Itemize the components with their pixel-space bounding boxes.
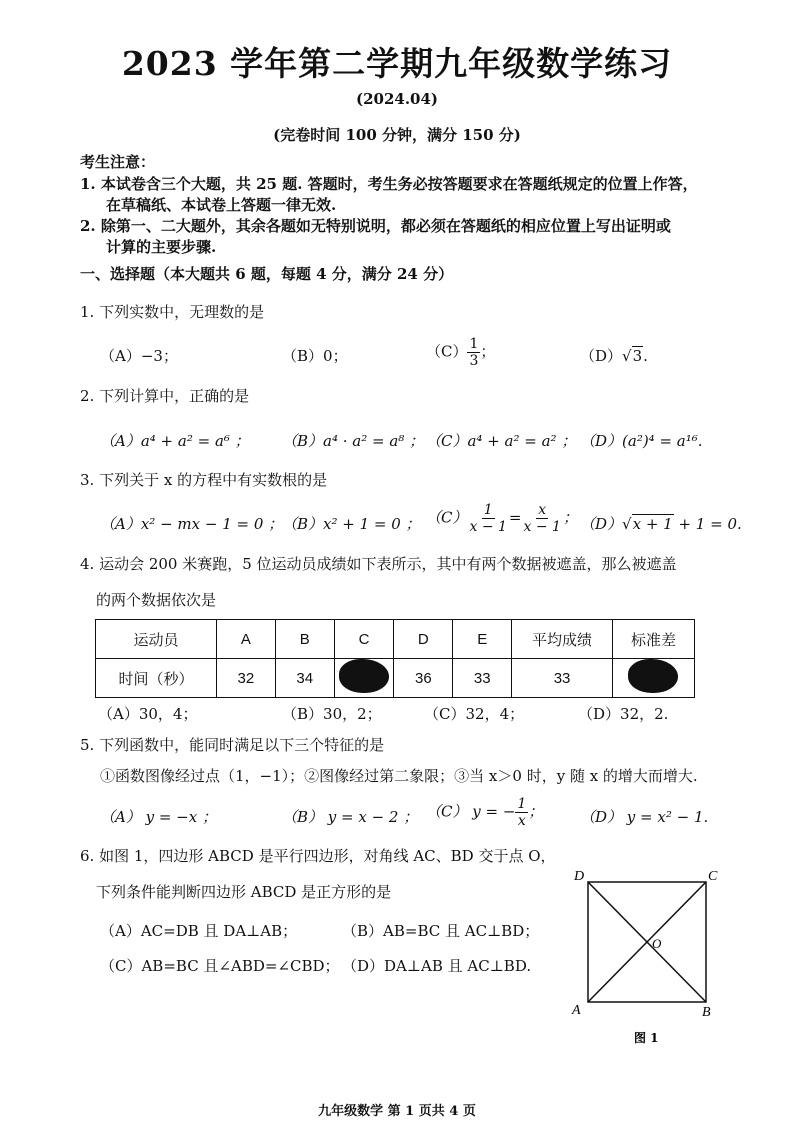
ink-blot: [341, 661, 387, 691]
figure-caption: 图 1: [634, 1031, 659, 1045]
table-cell: 36: [394, 659, 453, 698]
exam-date: (2024.04): [355, 90, 439, 108]
question-4-stem-line1: 4. 运动会 200 米赛跑，5 位运动员成绩如下表所示，其中有两个数据被遮盖，那么被遮盖: [80, 555, 677, 573]
notice-item-1: 1. 本试卷含三个大题，共 25 题. 答题时，考生务必按答题要求在答题纸规定的位置上作答，: [80, 175, 698, 193]
question-6-stem-line1: 6. 如图 1，四边形 ABCD 是平行四边形，对角线 AC、BD 交于点 O，: [80, 847, 556, 865]
figure-1-square-diagram: [566, 866, 726, 1051]
q4-option-a: （A）30，4；: [98, 705, 198, 723]
table-header-cell: D: [394, 620, 453, 659]
page-title: 2023 学年第二学期九年级数学练习: [121, 44, 673, 83]
q6-option-c: （C）AB=BC 且∠ABD=∠CBD；: [100, 957, 340, 975]
table-cell-obscured: [612, 659, 694, 698]
table-row: [96, 659, 695, 698]
ink-blot: [630, 661, 676, 691]
notice-item-1-cont: 在草稿纸、本试卷上答题一律无效.: [106, 196, 337, 214]
q3-option-d: （D）√x + 1 + 1 = 0.: [580, 515, 742, 533]
q4-option-d: （D）32，2.: [578, 705, 669, 723]
vertex-label-c: C: [708, 869, 718, 884]
table-cell: 32: [216, 659, 275, 698]
q5-option-c: （C） y = − $\frac{1}{x}$ ；: [426, 796, 544, 829]
table-row-label: 时间（秒）: [96, 659, 217, 698]
table-header-cell: E: [453, 620, 512, 659]
table-header-cell: A: [216, 620, 275, 659]
q2-option-a: （A）a⁴ + a² = a⁶ ；: [100, 432, 250, 450]
notice-item-2: 2. 除第一、二大题外，其余各题如无特别说明，都必须在答题纸的相应位置上写出证明或: [80, 217, 671, 235]
question-5-features: ①函数图像经过点（1，−1）；②图像经过第二象限；③当 x＞0 时，y 随 x 的增大而增大.: [100, 767, 698, 785]
question-4-stem-line2: 的两个数据依次是: [96, 591, 217, 609]
table-header-cell: 运动员: [96, 620, 217, 659]
q2-option-b: （B）a⁴ · a² = a⁸ ；: [282, 432, 425, 450]
q2-option-c: （C）a⁴ + a² = a² ；: [426, 432, 577, 450]
table-header-row: [96, 620, 695, 659]
question-1-stem: 1. 下列实数中，无理数的是: [80, 303, 265, 321]
table-cell: 33: [453, 659, 512, 698]
q1-option-b: （B）0；: [282, 347, 348, 365]
q3-option-c: （C） $\frac{1}{x - 1}$ = $\frac{x}{x - 1}$ ；: [426, 502, 578, 535]
question-6-stem-line2: 下列条件能判断四边形 ABCD 是正方形的是: [96, 883, 392, 901]
table-header-cell: C: [334, 620, 394, 659]
q4-option-c: （C）32，4；: [424, 705, 525, 723]
q6-option-d: （D）DA⊥AB 且 AC⊥BD.: [342, 957, 532, 975]
q3-option-a: （A）x² − mx − 1 = 0 ；: [100, 515, 284, 533]
q1-option-c: （C） $\frac{1}{3}$ ；: [426, 336, 496, 369]
table-cell: 34: [275, 659, 334, 698]
table-header-cell: 平均成绩: [512, 620, 613, 659]
notice-item-2-cont: 计算的主要步骤.: [106, 238, 217, 256]
q5-option-d: （D） y = x² − 1.: [580, 808, 709, 826]
exam-time-info: (完卷时间 100 分钟，满分 150 分): [273, 126, 521, 144]
vertex-label-a: A: [572, 1003, 581, 1018]
table-header-cell: 标准差: [612, 620, 694, 659]
table-header-cell: B: [275, 620, 334, 659]
q6-option-b: （B）AB=BC 且 AC⊥BD；: [342, 922, 540, 940]
vertex-label-b: B: [702, 1005, 711, 1020]
q6-option-a: （A）AC=DB 且 DA⊥AB；: [100, 922, 298, 940]
notice-heading: 考生注意：: [80, 153, 156, 171]
q4-data-table: [95, 619, 695, 698]
center-label-o: O: [652, 936, 662, 951]
vertex-label-d: D: [574, 869, 585, 884]
question-2-stem: 2. 下列计算中，正确的是: [80, 387, 250, 405]
page-footer: 九年级数学 第 1 页共 4 页: [318, 1104, 476, 1119]
section-heading: 一、选择题（本大题共 6 题，每题 4 分，满分 24 分）: [80, 265, 454, 283]
q3-option-b: （B）x² + 1 = 0 ；: [282, 515, 421, 533]
table-cell: 33: [512, 659, 613, 698]
q1-option-a: （A）−3；: [100, 347, 178, 365]
table-cell-obscured: [334, 659, 394, 698]
question-3-stem: 3. 下列关于 x 的方程中有实数根的是: [80, 471, 328, 489]
q4-option-b: （B）30，2；: [282, 705, 382, 723]
question-5-stem: 5. 下列函数中，能同时满足以下三个特征的是: [80, 736, 385, 754]
q2-option-d: （D）(a²)⁴ = a¹⁶.: [580, 432, 703, 450]
q1-option-d: （D）√3.: [580, 347, 648, 365]
q5-option-b: （B） y = x − 2 ；: [282, 808, 419, 826]
q5-option-a: （A） y = −x ；: [100, 808, 217, 826]
